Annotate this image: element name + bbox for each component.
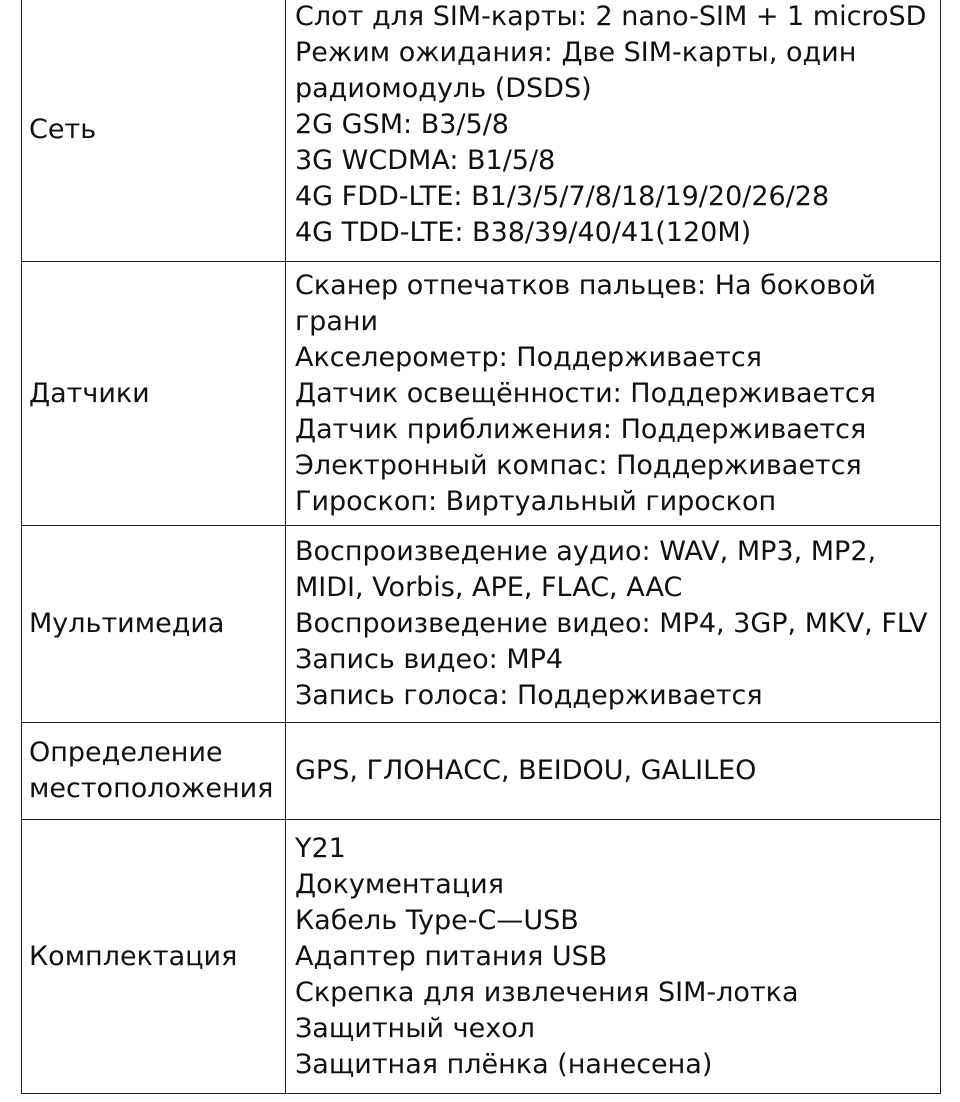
spec-value-line: Гироскоп: Виртуальный гироскоп: [295, 485, 777, 517]
spec-row-network: [22, 0, 941, 262]
spec-value-line: грани: [295, 305, 379, 337]
spec-value-line: Защитный чехол: [295, 1012, 535, 1044]
spec-value-line: Слот для SIM-карты: 2 nano-SIM + 1 microSD: [295, 1, 927, 32]
spec-label-sensors: [22, 262, 286, 526]
spec-label-line: Комплектация: [29, 940, 238, 972]
spec-value-line: Кабель Type-C—USB: [295, 904, 579, 936]
spec-value-line: Акселерометр: Поддерживается: [295, 341, 762, 373]
spec-value-line: Режим ожидания: Две SIM-карты, один: [295, 37, 857, 68]
spec-value-line: 4G FDD-LTE: B1/3/5/7/8/18/19/20/26/28: [295, 181, 830, 212]
spec-label-line: Мультимедиа: [29, 608, 225, 639]
spec-value-line: радиомодуль (DSDS): [295, 73, 592, 104]
spec-value-package-contents: [286, 820, 941, 1094]
spec-value-line: Сканер отпечатков пальцев: На боковой: [295, 269, 877, 301]
spec-label-multimedia: [22, 526, 286, 723]
spec-row-location: [22, 723, 941, 820]
spec-value-multimedia: [286, 526, 941, 723]
spec-label-package-contents: [22, 820, 286, 1094]
spec-label-network: [22, 0, 286, 262]
spec-table: [21, 0, 941, 1094]
spec-value-line: Датчик приближения: Поддерживается: [295, 413, 867, 445]
spec-label-line: Датчики: [29, 377, 150, 409]
spec-label-location: [22, 723, 286, 820]
spec-label-line: Определение: [29, 737, 223, 768]
spec-value-line: 4G TDD-LTE: B38/39/40/41(120M): [295, 217, 752, 248]
spec-value-line: Скрепка для извлечения SIM-лотка: [295, 976, 799, 1008]
spec-value-line: Документация: [295, 868, 504, 900]
spec-value-sensors: [286, 262, 941, 526]
spec-value-line: Защитная плёнка (нанесена): [295, 1048, 713, 1080]
spec-value-line: Запись голоса: Поддерживается: [295, 680, 763, 711]
spec-value-location: [286, 723, 941, 820]
spec-row-multimedia: [22, 526, 941, 723]
spec-value-line: Адаптер питания USB: [295, 940, 608, 972]
spec-value-network: [286, 0, 941, 262]
spec-value-line: Электронный компас: Поддерживается: [295, 449, 862, 481]
spec-value-line: Y21: [295, 832, 346, 864]
spec-value-line: Воспроизведение видео: MP4, 3GP, MKV, FLV: [295, 608, 928, 639]
spec-label-line: местоположения: [29, 773, 274, 804]
spec-value-line: Воспроизведение аудио: WAV, MP3, MP2,: [295, 536, 877, 567]
spec-row-package-contents: [22, 820, 941, 1094]
spec-value-line: 2G GSM: B3/5/8: [295, 109, 509, 140]
spec-label-line: Сеть: [29, 114, 97, 145]
spec-value-line: MIDI, Vorbis, APE, FLAC, AAC: [295, 572, 683, 603]
spec-value-line: Датчик освещённости: Поддерживается: [295, 377, 876, 409]
spec-value-line: GPS, ГЛОНАСС, BEIDOU, GALILEO: [295, 755, 757, 786]
spec-value-line: Запись видео: MP4: [295, 644, 564, 675]
spec-value-line: 3G WCDMA: B1/5/8: [295, 145, 556, 176]
spec-row-sensors: [22, 262, 941, 526]
